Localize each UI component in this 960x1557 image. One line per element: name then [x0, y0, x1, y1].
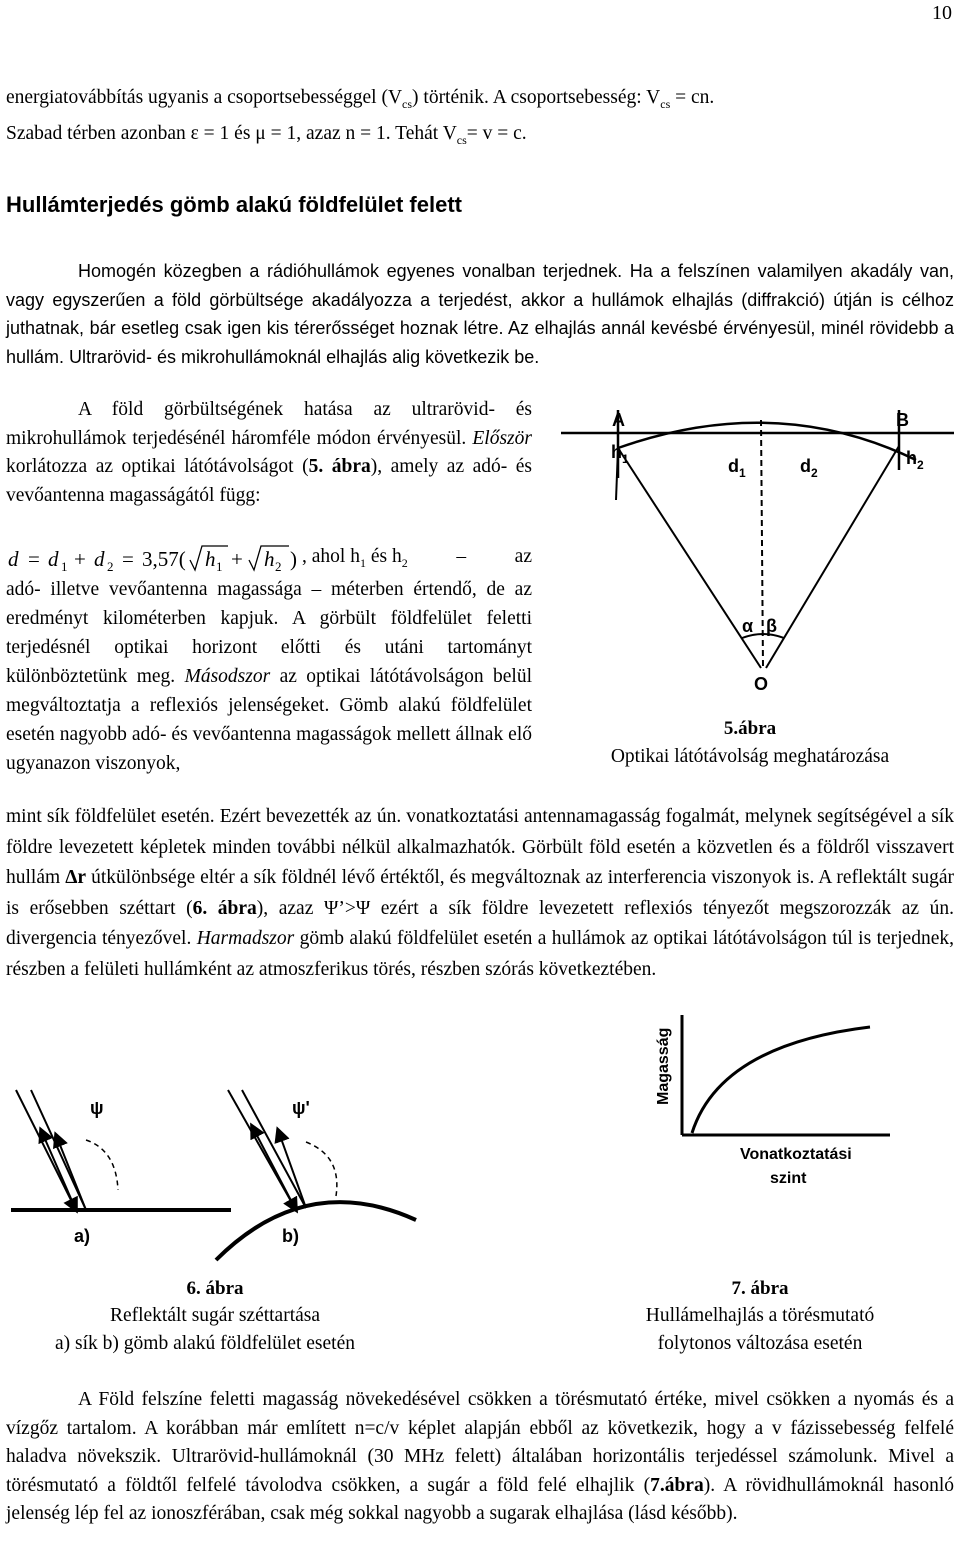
fig5-svg	[556, 400, 956, 710]
svg-text:d: d	[48, 547, 59, 571]
fig6-caption-1: Reflektált sugár széttartása	[109, 1305, 321, 1326]
fig7-xlabel-2: szint	[770, 1170, 807, 1187]
svg-text:2: 2	[275, 559, 282, 574]
svg-text:3,57(: 3,57(	[142, 547, 186, 571]
fig5-label-B: B	[896, 410, 909, 430]
figure-5	[556, 400, 956, 710]
fig7-caption-1: Hullámelhajlás a törésmutató	[645, 1305, 875, 1326]
figure-7	[630, 1005, 950, 1200]
svg-text:1: 1	[61, 559, 68, 574]
fig6-svg	[6, 1060, 446, 1275]
paragraph-2: A föld görbültségének hatása az ultrarövid- és mikrohullámok terjedésénél háromféle módon érvényesül. Először korlátozza az optikai látótávolságot (5. ábra), amely az adó- és vevőantenna magasságától függ:	[6, 399, 533, 506]
fig5-caption: Optikai látótávolság meghatározása	[610, 746, 890, 767]
page-number: 10	[932, 2, 952, 24]
intro-paragraph	[6, 83, 954, 155]
fig5-label-d2: $d_2$	[800, 456, 818, 480]
svg-text:): )	[290, 547, 297, 571]
svg-text:2: 2	[107, 559, 114, 574]
svg-text:+: +	[231, 547, 243, 571]
fig7-xlabel-1: Vonatkoztatási	[740, 1146, 852, 1163]
svg-text:d: d	[94, 547, 105, 571]
section-heading: Hullámterjedés gömb alakú földfelület felett	[6, 192, 462, 217]
fig6-label-a: a)	[74, 1226, 91, 1246]
svg-text:h: h	[264, 547, 275, 571]
paragraph-1: Homogén közegben a rádióhullámok egyenes vonalban terjednek. Ha a felszínen valamilyen akadály van, vagy egyszerűen a föld görbültsége akadályozza a terjedést, akkor a hullámok elhajlás (diffrakció) útján is célhoz juthatnak, bár esetleg csak igen kis térerősséget hoznak létre. Az elhajlás annál kevésbé érvényesül, minél rövidebb a hullám. Ultrarövid- és mikrohullámoknál elhajlás alig következik be.	[6, 261, 954, 367]
figure-6	[6, 1060, 446, 1275]
fig5-label-d1: $d_1$	[728, 456, 746, 480]
fig7-caption-2: folytonos változása esetén	[657, 1333, 863, 1354]
fig6-label-b: b)	[282, 1226, 299, 1246]
paragraph-5: A Föld felszíne feletti magasság növekedésével csökken a törésmutató értéke, mivel csökken a nyomás és a vízgőz tartalom. A korábban már említett n=c/v képlet alapján ebből az következik, hogy a v fázissebesség felfelé haladva növekszik. Ultrarövid-hullámoknál (30 MHz felett) általában horizontális terjedéssel számolunk. Mivel a törésmutató a földtől felfelé távolodva csökken, a sugár a föld felé elhajlik (7.ábra). A rövidhullámoknál hasonló jelenség lép fel az ionoszférában, csak még sokkal nagyobb a sugarak elhajlása (lásd később).	[6, 1389, 954, 1524]
intro-line-2: Szabad térben azonban ε = 1 és μ = 1, azaz n = 1. Tehát $V_{cs}= v = c$.	[6, 122, 527, 147]
formula-tail: , ahol $h_1$ és $h_2$ – az	[302, 546, 532, 570]
fig5-label-A: A	[612, 410, 625, 430]
fig5-label-h1: $h_1$	[611, 442, 629, 466]
fig5-label-h2: $h_2$	[906, 448, 924, 472]
svg-text:=: =	[28, 547, 40, 571]
fig7-ylabel: Magasság	[655, 1027, 672, 1105]
fig5-label-O: O	[754, 674, 769, 694]
paragraph-4: mint sík földfelület esetén. Ezért bevezették az ún. vonatkoztatási antennamagasság fogalmát, melynek segítségével a sík földre levezetett képletek minden további nélkül alkalmazhatók. Görbült föld esetén a közvetlen és a földről visszavert hullám Δr útkülönbsége eltér a sík földnél lévő értéktől, és megváltoznak az interferencia viszonyok is. A reflektált sugár is erősebben széttart (6. ábra), azaz Ψ’>Ψ ezért a sík földre levezetett reflexiós tényezőt megszorozzák az ún. divergencia tényezővel. Harmadszor gömb alakú földfelület esetén a hullámok az optikai látótávolságon túl is terjednek, részben a felületi hullámként az atmoszferikus törés, részben szórás következtében.	[6, 806, 955, 980]
svg-text:d: d	[8, 547, 19, 571]
svg-text:=: =	[122, 547, 134, 571]
fig7-number: 7. ábra	[731, 1278, 789, 1299]
fig6-caption-2: a) sík b) gömb alakú földfelület esetén	[55, 1333, 355, 1354]
fig6-label-psi-prime: ψ'	[292, 1098, 310, 1118]
svg-text:1: 1	[216, 559, 223, 574]
formula	[6, 542, 532, 578]
fig6-label-psi: ψ	[90, 1098, 104, 1118]
svg-text:+: +	[74, 547, 86, 571]
fig6-number: 6. ábra	[186, 1278, 244, 1299]
fig5-number: 5.ábra	[723, 718, 777, 739]
intro-line-1: energiatovábbítás ugyanis a csoportsebességgel $(V_{cs})$ történik. A csoportsebesség: $V_{cs}$ = cn.	[6, 87, 715, 111]
paragraph-3: adó- illetve vevőantenna magassága – méterben értendő, de az eredményt kilométerben kapjuk. A görbült földfelület feletti terjedésnél optikai horizont előtti és utáni tartományt különböztetünk meg. Másodszor az optikai látótávolságon belül megváltoztatja a reflexiós jelenségeket. Gömb alakú földfelület esetén nagyobb adó- és vevőantenna magasságok mellett állnak elő ugyanazon viszonyok,	[6, 579, 532, 774]
svg-text:h: h	[205, 547, 216, 571]
fig5-label-beta: β	[766, 616, 777, 636]
fig5-label-alpha: α	[742, 616, 754, 636]
fig7-svg	[630, 1005, 950, 1200]
